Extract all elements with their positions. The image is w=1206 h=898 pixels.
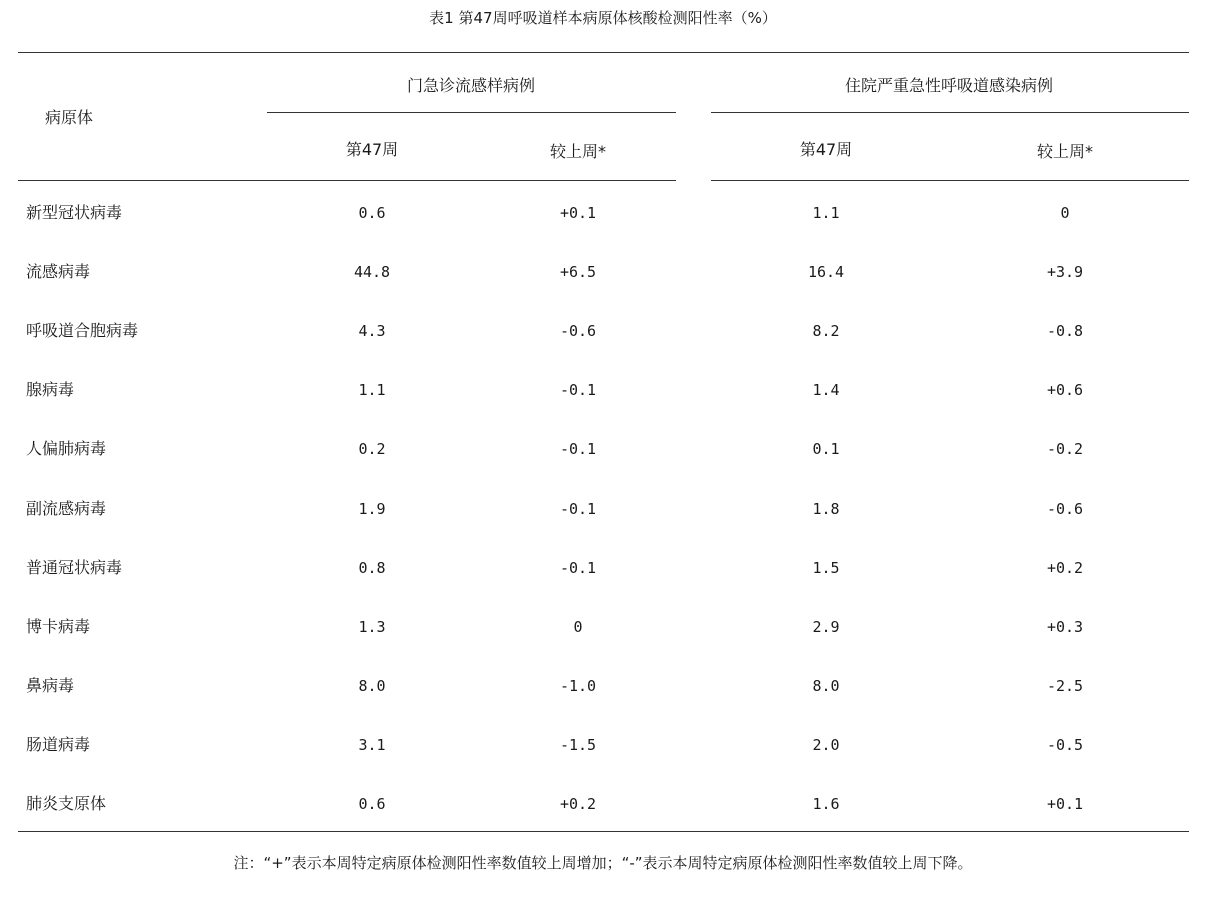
- table-cell-value: 16.4: [807, 263, 845, 281]
- table-cell-value: -2.5: [1046, 677, 1084, 695]
- group-rule-inpatient: [711, 112, 1189, 113]
- table-cell-value: 3.1: [358, 736, 386, 754]
- table-cell-value: 0: [573, 618, 583, 636]
- table-cell-value: -1.5: [559, 736, 597, 754]
- row-label-pathogen: 肺炎支原体: [26, 794, 107, 813]
- table-cell-value: -0.8: [1046, 322, 1084, 340]
- table-cell-value: +0.1: [1046, 795, 1084, 813]
- row-label-pathogen: 肠道病毒: [26, 735, 91, 754]
- table-cell-value: 1.6: [812, 795, 840, 813]
- table-cell-value: +0.3: [1046, 618, 1084, 636]
- row-label-pathogen: 腺病毒: [26, 380, 75, 399]
- table-cell-value: 1.9: [358, 500, 386, 518]
- subheader-inpatient-week: 第47周: [799, 140, 853, 159]
- table-cell-value: +0.2: [559, 795, 597, 813]
- row-label-pathogen: 流感病毒: [26, 262, 91, 281]
- table-cell-value: 2.9: [812, 618, 840, 636]
- row-label-pathogen: 呼吸道合胞病毒: [26, 321, 139, 340]
- row-label-pathogen: 副流感病毒: [26, 499, 107, 518]
- table-cell-value: 1.1: [812, 204, 840, 222]
- table-cell-value: -0.1: [559, 500, 597, 518]
- table-cell-value: 0.6: [358, 795, 386, 813]
- table-cell-value: 1.3: [358, 618, 386, 636]
- table-footnote: 注：“+”表示本周特定病原体检测阳性率数值较上周增加；“-”表示本周特定病原体检测阳性率数值较上周下降。: [233, 854, 973, 872]
- table-cell-value: -0.5: [1046, 736, 1084, 754]
- row-header-pathogen: 病原体: [45, 108, 94, 127]
- group-header-inpatient: 住院严重急性呼吸道感染病例: [844, 76, 1054, 95]
- table-cell-value: 0.2: [358, 440, 386, 458]
- table-bottom-rule: [18, 831, 1189, 832]
- table-cell-value: +3.9: [1046, 263, 1084, 281]
- row-label-pathogen: 博卡病毒: [26, 617, 91, 636]
- table-cell-value: 1.4: [812, 381, 840, 399]
- table-cell-value: 4.3: [358, 322, 386, 340]
- table-cell-value: 44.8: [353, 263, 391, 281]
- subheader-outpatient-week: 第47周: [345, 140, 399, 159]
- table-cell-value: 0: [1060, 204, 1070, 222]
- table-cell-value: 0.8: [358, 559, 386, 577]
- row-label-pathogen: 新型冠状病毒: [26, 203, 123, 222]
- table-top-rule: [18, 52, 1189, 53]
- table-cell-value: -0.1: [559, 440, 597, 458]
- row-label-pathogen: 人偏肺病毒: [26, 439, 107, 458]
- table-cell-value: 1.1: [358, 381, 386, 399]
- table-cell-value: 8.0: [358, 677, 386, 695]
- table-cell-value: -0.6: [559, 322, 597, 340]
- group-header-outpatient: 门急诊流感样病例: [406, 76, 536, 95]
- group-rule-outpatient: [267, 112, 676, 113]
- table-cell-value: 0.1: [812, 440, 840, 458]
- table-cell-value: 0.6: [358, 204, 386, 222]
- row-label-pathogen: 普通冠状病毒: [26, 558, 123, 577]
- table-cell-value: +0.6: [1046, 381, 1084, 399]
- table-cell-value: 2.0: [812, 736, 840, 754]
- table-cell-value: -0.1: [559, 381, 597, 399]
- header-bottom-rule-outpatient: [18, 180, 676, 181]
- table-cell-value: 1.5: [812, 559, 840, 577]
- table-cell-value: +6.5: [559, 263, 597, 281]
- table-cell-value: +0.1: [559, 204, 597, 222]
- table-cell-value: 1.8: [812, 500, 840, 518]
- table-cell-value: -0.2: [1046, 440, 1084, 458]
- subheader-outpatient-change: 较上周*: [549, 142, 607, 161]
- table-title: 表1 第47周呼吸道样本病原体核酸检测阳性率（%）: [429, 9, 777, 27]
- header-bottom-rule-inpatient: [711, 180, 1189, 181]
- table-cell-value: -1.0: [559, 677, 597, 695]
- table-cell-value: 8.0: [812, 677, 840, 695]
- table-cell-value: -0.6: [1046, 500, 1084, 518]
- table-cell-value: +0.2: [1046, 559, 1084, 577]
- table-cell-value: 8.2: [812, 322, 840, 340]
- subheader-inpatient-change: 较上周*: [1036, 142, 1094, 161]
- table-cell-value: -0.1: [559, 559, 597, 577]
- row-label-pathogen: 鼻病毒: [26, 676, 75, 695]
